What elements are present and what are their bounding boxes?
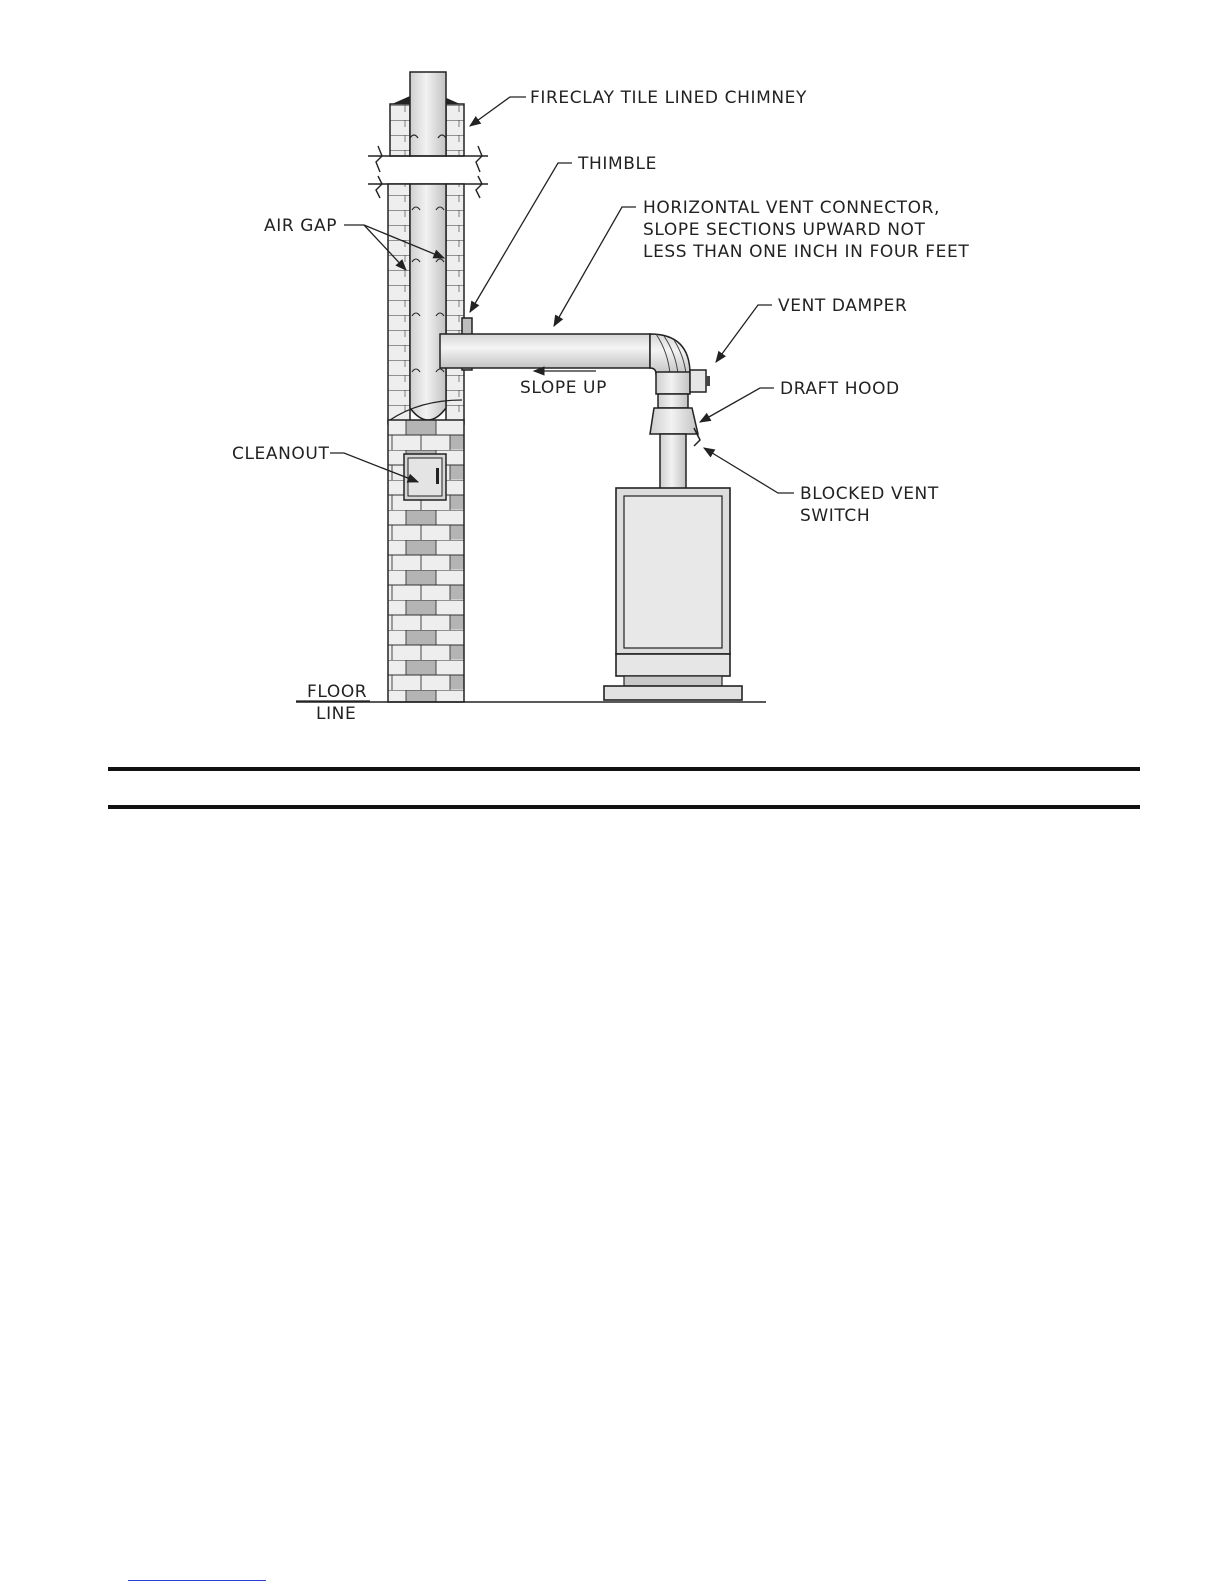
section-rule-bottom: [108, 805, 1140, 809]
chimney-upper-section: [390, 72, 464, 156]
label-blocked-vent-line2: SWITCH: [800, 506, 871, 526]
label-floor-line2: LINE: [316, 704, 357, 724]
cleanout-door: [404, 454, 446, 500]
section-rule-top: [108, 767, 1140, 771]
label-thimble: THIMBLE: [578, 154, 657, 174]
label-draft-hood: DRAFT HOOD: [780, 379, 900, 399]
label-connector-line3: LESS THAN ONE INCH IN FOUR FEET: [643, 242, 970, 262]
label-connector-line2: SLOPE SECTIONS UPWARD NOT: [643, 220, 926, 240]
heater-flue-pipe: [660, 434, 686, 490]
footer-link-underline[interactable]: [128, 1580, 266, 1581]
label-connector-line1: HORIZONTAL VENT CONNECTOR,: [643, 198, 941, 218]
label-blocked-vent-line1: BLOCKED VENT: [800, 484, 939, 504]
diagram-labels: [232, 88, 969, 724]
chimney-lower-section: [388, 184, 464, 702]
vent-damper: [690, 370, 710, 392]
label-vent-damper: VENT DAMPER: [778, 296, 908, 316]
label-slope-up: SLOPE UP: [520, 378, 607, 398]
label-air-gap: AIR GAP: [264, 216, 338, 236]
label-chimney: FIRECLAY TILE LINED CHIMNEY: [530, 88, 808, 108]
label-floor-line1: FLOOR: [307, 682, 368, 702]
water-heater-appliance: [604, 488, 742, 700]
label-cleanout: CLEANOUT: [232, 444, 330, 464]
